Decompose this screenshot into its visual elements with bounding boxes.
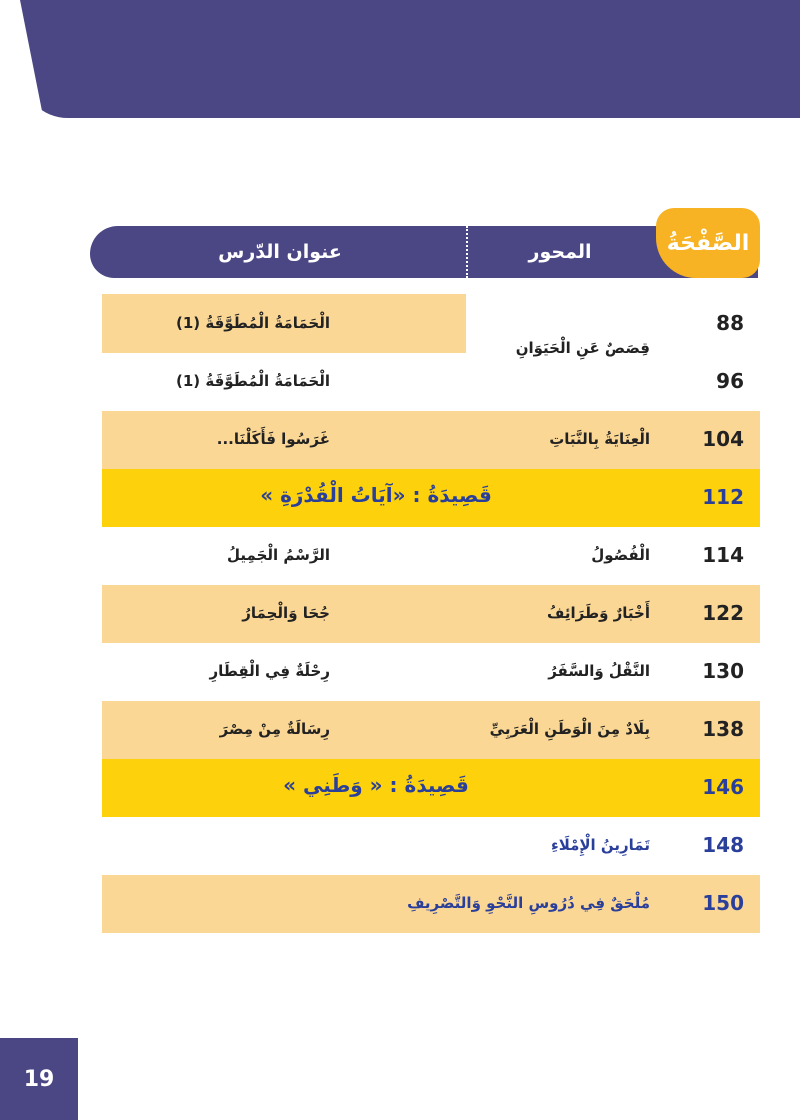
lesson-title: غَرَسُوا فَأَكَلْنَا...	[216, 430, 330, 448]
header-title-column: عنوان الدّرس	[218, 241, 342, 263]
axis-label: الْفُصُولُ	[591, 546, 650, 564]
table-row-148	[102, 817, 760, 875]
page-number-badge: 19	[0, 1038, 78, 1120]
page-number: 88	[716, 311, 744, 335]
lesson-title: الْحَمَامَةُ الْمُطَوَّقَةُ (1)	[175, 372, 330, 390]
table-row-88-96	[102, 294, 760, 410]
header-axis-column: المحور	[528, 241, 592, 263]
axis-label: الْعِنَايَةُ بِالنَّبَاتِ	[549, 430, 650, 448]
page-number: 114	[702, 543, 744, 567]
page-number: 104	[702, 427, 744, 451]
table-row-112	[102, 469, 760, 527]
axis-label: بِلَادٌ مِنَ الْوَطَنِ الْعَرَبِيِّ	[489, 720, 650, 738]
page-number: 148	[702, 833, 744, 857]
axis-label: النَّقْلُ وَالسَّفَرُ	[548, 662, 650, 680]
page-number: 150	[702, 891, 744, 915]
header-page-column: الصَّفْحَةُ	[656, 208, 760, 278]
page-number: 96	[716, 369, 744, 393]
poem-title: قَصِيدَةُ : «آيَاتُ الْقُدْرَةِ »	[260, 483, 492, 507]
axis-label: مُلْحَقٌ فِي دُرُوسِ النَّحْوِ وَالتَّصْرِيفِ	[407, 894, 650, 912]
poem-title: قَصِيدَةُ : « وَطَنِي »	[283, 773, 469, 797]
table-row-150	[102, 875, 760, 933]
table-row-122	[102, 585, 760, 643]
lesson-title: رِسَالَةٌ مِنْ مِصْرَ	[219, 720, 330, 738]
lesson-title: رِحْلَةٌ فِي الْقِطَارِ	[209, 662, 330, 680]
table-row-114	[102, 527, 760, 585]
page-number: 146	[702, 775, 744, 799]
table-row-104	[102, 411, 760, 469]
page-number: 122	[702, 601, 744, 625]
table-row-146	[102, 759, 760, 817]
axis-label: أَخْبَارٌ وَطَرَائِفُ	[547, 604, 650, 622]
header-divider	[466, 226, 468, 278]
page-number: 130	[702, 659, 744, 683]
lesson-title: الْحَمَامَةُ الْمُطَوَّقَةُ (1)	[175, 314, 330, 332]
axis-label: تَمَارِينُ الْإِمْلَاءِ	[551, 836, 650, 854]
lesson-title: الرَّسْمُ الْجَمِيلُ	[227, 546, 330, 564]
table-row-138	[102, 701, 760, 759]
page-number: 138	[702, 717, 744, 741]
lesson-title: جُحَا وَالْحِمَارُ	[242, 604, 330, 622]
top-banner	[20, 0, 800, 118]
table-row-130	[102, 643, 760, 701]
page-number: 112	[702, 485, 744, 509]
axis-label: قِصَصٌ عَنِ الْحَيَوَانِ	[515, 339, 650, 357]
